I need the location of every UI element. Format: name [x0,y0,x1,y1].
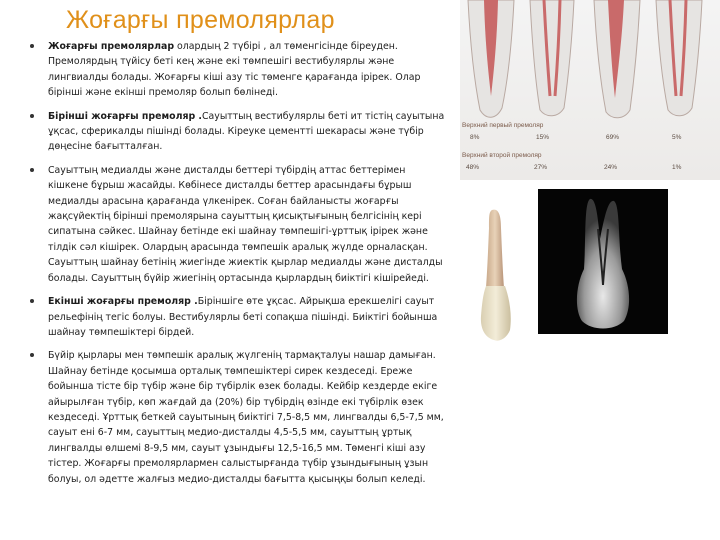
tooth-section-2 [530,0,574,116]
bullet-text: Сауыттың вестибулярлы беті ит тістің сауытына ұқсас, сферикалды пішінді болады. Кіреуке цементті шекарасы және түбір дөңесіне бағытталған. [48,110,445,153]
tooth-photo [468,204,523,345]
bullet-text: Сауыттың медиалды және дисталды беттері түбірдің аттас беттерімен кішкене бұрыш жасайды. Көбінесе дисталды беттер арасындағы бұрыш медиалды арасына қарағанда үлкенірек. Соған байланысты жоғарғы жақсүйектің бірінші премолярына сауыттың қисықтығының белгісінің кері сипатына сәйкес. Шайнау бетінде екі шайнау төмпешігі-ұрттық ірірек және тілдік сәл кішірек. Олардың арасында төмпешік аралық жүлде орналасқан. Сауыттың шайнау бетінің жиегінде жиектік қырлар медиалды және дисталды болады. Сауыттың бүйір жиегінің ортасында қырлардың биіктігі кішірейеді. [48,164,443,284]
tooth-xray-svg [538,189,668,334]
figure-label-second: Верхний второй премоляр [462,152,542,159]
bullet-dot [30,299,34,303]
bullet-item [30,294,446,340]
pct-value: 48% [466,164,480,171]
bullet-dot [30,168,34,172]
page-title: Жоғарғы премолярлар [66,6,335,34]
bullet-bold: Жоғарғы премолярлар [48,41,175,52]
pct-value: 5% [672,134,682,141]
bullet-text: Біріншіге өте ұқсас. Айрықша ерекшелігі сауыт рельефінің тегіс болуы. Вестибулярлы беті сопақша пішінді. Биіктігі бойынша шайнау төмпешіктері бірдей. [48,296,438,338]
tooth-section-figure [460,0,720,180]
pct-value: 1% [672,164,682,171]
pct-value: 15% [536,134,550,141]
figure-label-first: Верхний первый премоляр [462,122,544,129]
bullet-item [30,39,446,101]
tooth-section-1 [468,0,514,117]
bullet-dot [30,44,34,48]
bullet-list [30,39,446,495]
bullet-bold: Екінші жоғарғы премоляр . [48,296,198,308]
bullet-bold: Бірінші жоғарғы премоляр . [48,110,202,122]
bullet-item [30,348,446,487]
bullet-dot [30,353,34,357]
pct-value: 27% [534,164,548,171]
tooth-photo-svg [468,204,523,345]
tooth-section-3 [594,0,640,118]
pct-value: 24% [604,164,618,171]
bullet-text: олардың 2 түбірі , ал төменгісінде біреуден. Премолярдың түйісу беті кең және екі төмпешігі вестибулярлы және лингвиалды болады. Жоғарғы кіші азу тіс төменге қарағанда ірірек. Олар бірінші және екінші премоляр болып бөлінеді. [48,41,421,99]
bullet-item [30,163,446,286]
tooth-xray-image [538,189,668,334]
bullet-text: Бүйір қырлары мен төмпешік аралық жүлгенің тармақталуы нашар дамыған. Шайнау бетінде қосымша орталық төмпешіктері сирек кездеседі. Ереже бойынша тісте бір түбір және бір түбірлік өзек болады. Кейбір кездерде екіге айырылған түбір, көп жағдай да (20%) бір түбірдің өзінде екі түбірлік өзек кездеседі. Ұрттық беткей сауытының биіктігі 7,5-8,5 мм, лингвалды 6,5-7,5 мм, сауыт ені 6-7 мм, сауыттың медио-дисталды 4,5-5,5 мм, сауыттың ұртық лингвалды өлшемі 8-9,5 мм, сауыт ұзындығы 12,5-16,5 мм. Төменгі кіші азу тістер. Жоғарғы премолярлармен салыстырғанда түбір ұзындығының ұзын болуы, ол әдетте жалғыз медио-дисталды бағытта қысыңқы болып келеді. [48,350,444,485]
pct-value: 69% [606,134,620,141]
bullet-dot [30,114,34,118]
bullet-item [30,109,446,155]
tooth-section-4 [656,0,702,116]
pct-value: 8% [470,134,480,141]
